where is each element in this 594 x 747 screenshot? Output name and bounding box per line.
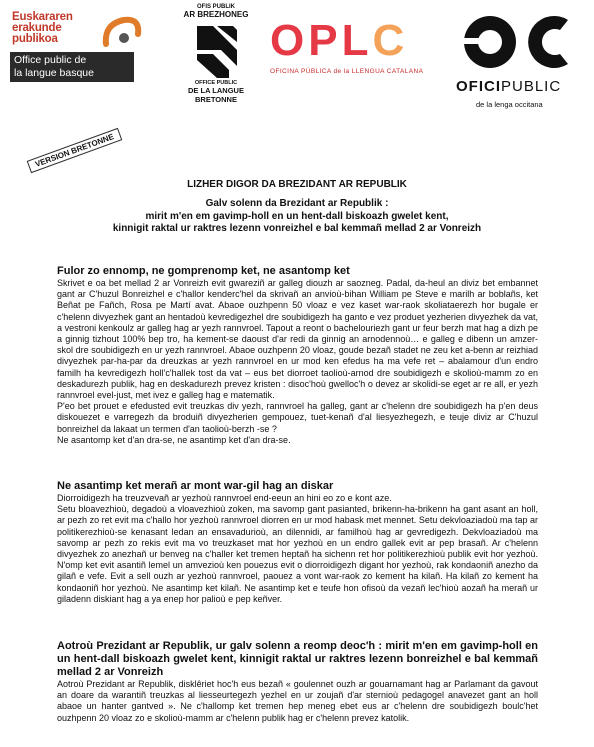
basque-logo-text: Euskararen erakunde publikoa (12, 11, 73, 45)
breton-office-logo (176, 4, 256, 108)
occitan-oc-icon (460, 10, 580, 74)
occitan-logo-text-regular: PUBLIC (501, 78, 562, 95)
basque-swirl-icon (102, 14, 142, 50)
catalan-logo-letters (270, 18, 408, 64)
section-3 (57, 640, 538, 724)
occitan-office-logo (456, 8, 586, 108)
catalan-office-logo (270, 18, 442, 78)
breton-logo-top-small: OFIS PUBLIK (196, 4, 235, 10)
basque-office-logo (10, 12, 142, 84)
breton-logo-bottom-main: DE LA LANGUE BRETONNE (188, 86, 244, 104)
occitan-logo-text (456, 78, 561, 95)
occitan-logo-subtitle: de la lenga occitana (476, 100, 543, 109)
breton-ermine-icon (193, 22, 239, 80)
catalan-logo-letters-main: OPL (270, 16, 373, 65)
section-1 (57, 265, 538, 446)
logo-banner (0, 0, 594, 112)
version-stamp: VERSION BRETONNE (27, 128, 123, 173)
breton-logo-bottom-small: OFFICE PUBLIC (194, 80, 238, 86)
paragraph: Setu bloavezhioù, degadoù a vloavezhioù zoken, ma savomp gant pasianted, brikenn-ha-brikenn ha gant asant an holl, ar pezh zo ret evit ma c'hallo hor yezhoù rannvroel diorren en ur mod habask met mennet. Setu dekvloaziadoù ma tap ar politikerezhioù-se kenasant ledan an ensavadurioù, an dilennidi, ar familhoù hag ar gevredigezh. Dekvloaziadoù ma savomp ar pezh zo rekis evit ma vo treuzkaset mat hor yezhoù en un endro gallek evit ar pep brasañ. Ar c'helenn divyezhek zo anezhañ ur benveg na c'haller ket tremen heptañ ha sichenn ret hor politikerezhioù publik evit hor yezhoù. N'omp ket evit asantiñ lemel un amvezioù ken pouezus evit o diorroidigezh digant hor yezhoù, rak kondaoniñ anezho da gilañ e vefe. Evit a sell ouzh ar yezhoù rannvroel, paouez a vont war-raok zo kement ha kilañ. Ha kilañ zo kement ha kondaoniñ hor yezhoù. Ne asantimp ket kilañ. Ne asantimp ket e teufe hon ofisoù da vezañ lec'hioù aozañ ha merañ ur giladenn diskiant hag a ya enep hor palioù e pep keñver. (57, 504, 538, 604)
section-heading: Fulor zo ennomp, ne gomprenomp ket, ne asantomp ket (57, 265, 350, 277)
paragraph: Ne asantomp ket d'an dra-se, ne asantimp ket d'an dra-se. (57, 434, 291, 445)
paragraph: Skrivet e oa bet mellad 2 ar Vonreizh evit gwareziñ ar galleg diouzh ar saozneg. Padal, da-heul an diviz bet embannet gant ar C'huzul Bonreizhel e c'hallor kenderc'hel da skrivañ an anvioù-bihan William pe Steve e marilh ar boblañs, ket Beñat pe Fañch, Rosa pe Martí avat. Abaoe ouzhpenn 50 vloaz e vez kaset war-raok skoliataerezh hor bugale er c'helenn divyezhek gant an hentadoù kevredigezhel dre soubidigezh ha ganto e vez produet yezherien divyezhek da vat, a vestroni kenkoulz ar galleg hag ar yezh rannvroel. Tapout a reont o bachelouriezh gant ur feur berzh mat hag a dizh pe a ginnig tizhout 100% bep tro, ha kement-se daoust d'ar redi da ginnig an arnodennoù… e galleg e dibenn un amzer-skol dre soubidigezh en ur yezh rannvroel. Abaoe ouzhpenn 20 vloaz, goude bezañ stadet ne zeu ket a-benn ar reizhiad divyezhek par-ha-par da dreuzkas ar yezh rannvroel en ur mod ken efedus ha ma vefe ret – abalamour d'un endro familh ha kevredigezh holl'c'hallek tost da vat – eus bet diorroet taolioù-arnod dre soubidigezh e skolioù-mamm zo en deskadurezh publik, hag en deskadurezh prevez kristen : disoc'hoù gwelloc'h o devez ar skolidi-se eget ar re all, er yezh rannvroel evel-just, met ivez e galleg hag e matematik. (57, 278, 538, 401)
letter-title: LIZHER DIGOR DA BREZIDANT AR REPUBLIK (187, 179, 407, 190)
paragraph: Diorroidigezh ha treuzvevañ ar yezhoù rannvroel end-eeun an hini eo zo e kont aze. (57, 493, 392, 503)
basque-logo-french: Office public de la langue basque (10, 52, 134, 82)
letter-subtitle: Galv solenn da Brezidant ar Republik : mirit m'en em gavimp-holl en un hent-dall biskoazh gwelet kent, kinnigit raktal ur raktres lezenn vonreizhel e bal kemmañ mellad 2 ar Vonreizh (112, 198, 482, 234)
breton-logo-top-main: AR BREZHONEG (183, 10, 249, 19)
section-heading: Ne asantimp ket merañ ar mont war-gil hag an diskar (57, 480, 334, 492)
paragraph: P'eo bet prouet e efedusted evit treuzkas div yezh, rannvroel ha galleg, gant ar c'helenn dre soubidigezh ha p'en deus diskouezet e varregezh da broduiñ divyezherien gempouez, tuet-kenañ d'al liesyezhegezh, e teuje diviz ar C'huzul bonreizhel da lakaat un termen d'an taolioù-berzh -se ? (57, 401, 538, 434)
section-2 (57, 480, 538, 605)
catalan-logo-letter-c: C (372, 16, 409, 65)
section-heading: Aotroù Prezidant ar Republik, ur galv solenn a reomp deoc'h : mirit m'en em gavimp-holl en un hent-dall biskoazh gwelet kent, kinnigit raktal ur raktres lezenn bonreizhel e bal kemmañ mellad 2 ar Vonreizh (57, 640, 538, 678)
breton-logo-bottom (176, 80, 256, 105)
catalan-logo-subtitle: OFICINA PÚBLICA de la LLENGUA CATALANA (270, 68, 424, 75)
breton-logo-top (176, 4, 256, 20)
occitan-logo-text-bold: OFICI (456, 78, 501, 95)
paragraph: Aotroù Prezidant ar Republik, disklêriet hoc'h eus bezañ « goulennet ouzh ar gouarnamant hag ar Parlamant da gavout an doare da warantiñ treuzkas al liesseurtegezh yezhel en ur zoujañ d'ar sternioù pedagogel anavezet gant an holl abaoe un hanter gantved ». Ne c'hallomp ket tremen hep meneg ebet eus ar c'helenn dre soubidigezh boulc'het ouzhpenn 20 vloaz zo e skolioù-mamm ar c'helenn publik hag er c'helenn prevez katolik. (57, 679, 538, 723)
